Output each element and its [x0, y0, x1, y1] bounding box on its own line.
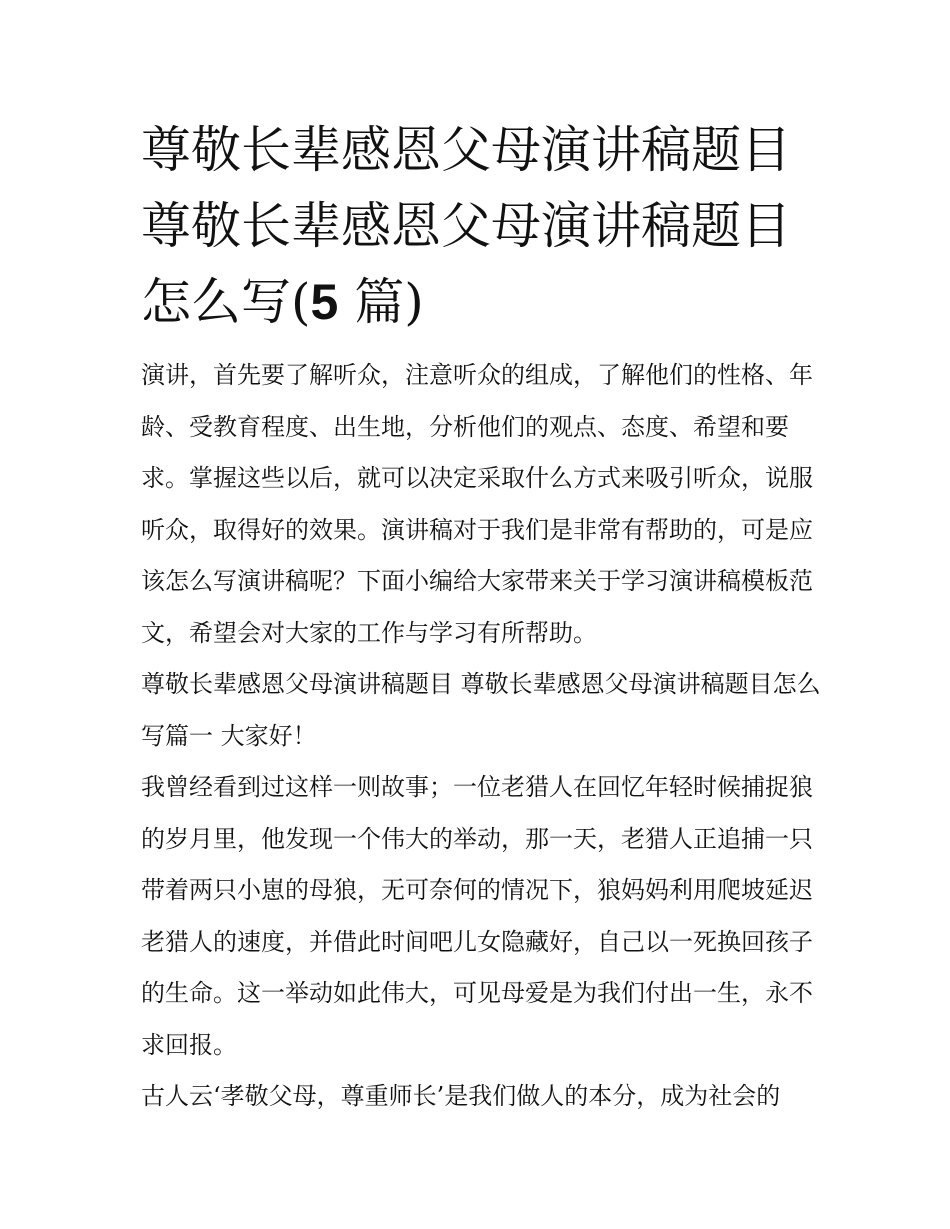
title-suffix: 篇) [338, 273, 424, 331]
document-body [141, 112, 821, 1123]
title-count: 5 [310, 274, 339, 330]
paragraph-story: 我曾经看到过这样一则故事；一位老猎人在回忆年轻时候捕捉狼的岁月里，他发现一个伟大的举动，那一天，老猎人正追捕一只带着两只小崽的母狼，无可奈何的情况下，狼妈妈利用爬坡延迟老猎人的速度，并借此时间吧儿女隐藏好，自己以一死换回孩子的生命。这一举动如此伟大，可见母爱是为我们付出一生，永不求回报。 [141, 773, 813, 1059]
paragraph-section-heading: 尊敬长辈感恩父母演讲稿题目 尊敬长辈感恩父母演讲稿题目怎么写篇一 大家好！ [141, 670, 821, 750]
paragraph-quote: 古人云‘孝敬父母，尊重师长’是我们做人的本分，成为社会的 [141, 1082, 781, 1110]
paragraph-intro: 演讲，首先要了解听众，注意听众的组成，了解他们的性格、年龄、受教育程度、出生地，分析他们的观点、态度、希望和要求。掌握这些以后，就可以决定采取什么方式来吸引听众，说服听众，取得好的效果。演讲稿对于我们是非常有帮助的，可是应该怎么写演讲稿呢？下面小编给大家带来关于学习演讲稿模板范文，希望会对大家的工作与学习有所帮助。 [141, 361, 813, 647]
document-title [141, 112, 821, 340]
title-text: 尊敬长辈感恩父母演讲稿题目 尊敬长辈感恩父母演讲稿题目怎么写( [141, 121, 791, 331]
